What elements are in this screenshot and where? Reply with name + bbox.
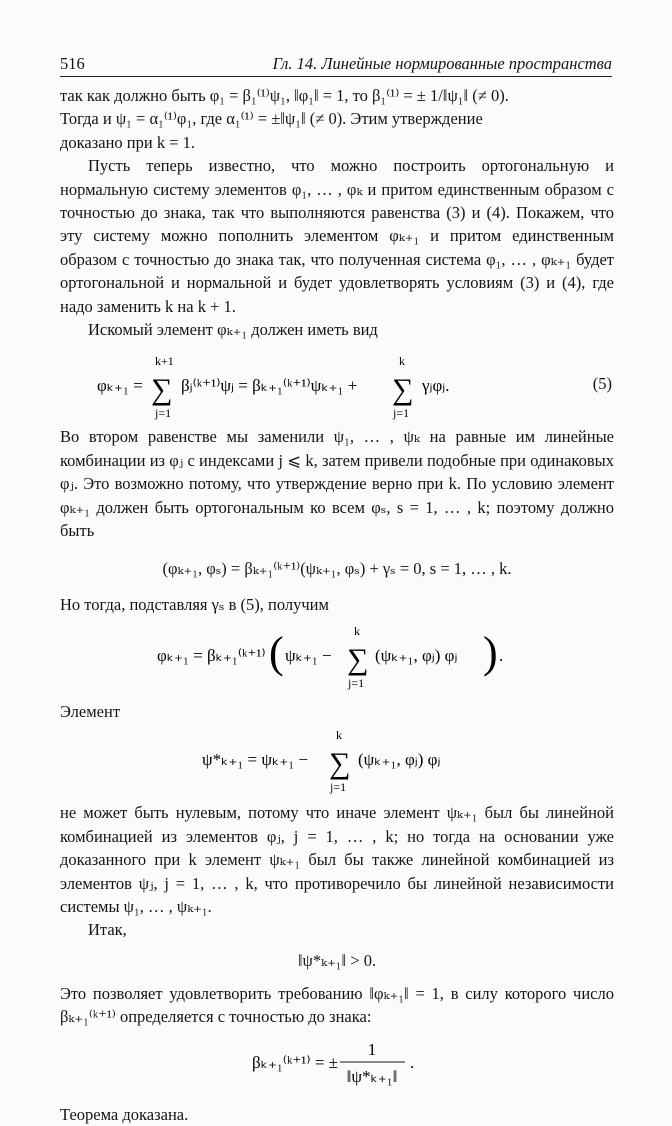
equation-number: (5) [592, 374, 612, 394]
equation-psi-star [60, 723, 614, 793]
psi-lhs: ψ*ₖ₊₁ = ψₖ₊₁ − [202, 749, 308, 769]
running-title: Гл. 14. Линейные нормированные пространства [272, 54, 612, 73]
beta-formula [252, 1034, 422, 1092]
paragraph-line: так как должно быть φ₁ = β₁⁽¹⁾ψ₁, ‖φ₁‖ = 1, то β₁⁽¹⁾ = ± 1/‖ψ₁‖ (≠ 0). [60, 86, 509, 105]
paragraph: Теорема доказана. [60, 1104, 189, 1124]
eq5-mid: βⱼ⁽ᵏ⁺¹⁾ψⱼ = βₖ₊₁⁽ᵏ⁺¹⁾ψₖ₊₁ + [181, 375, 358, 395]
header-rule [60, 76, 612, 77]
subst-inner-b: (ψₖ₊₁, φⱼ) φⱼ [375, 646, 458, 666]
equation-beta [60, 1033, 614, 1091]
page-number: 516 [60, 54, 85, 73]
paragraph-line: Тогда и ψ₁ = α₁⁽¹⁾φ₁, где α₁⁽¹⁾ = ±‖ψ₁‖ (≠ 0). Этим утверждение [60, 109, 483, 129]
equation-substitution [60, 620, 614, 690]
sum2-upper: k [399, 353, 405, 368]
eq5-tail: γⱼφⱼ. [422, 375, 450, 395]
beta-end: . [410, 1052, 415, 1072]
beta-lhs: βₖ₊₁⁽ᵏ⁺¹⁾ = ± [252, 1052, 338, 1072]
sum4-sigma: ∑ [329, 746, 351, 780]
sum1-upper: k+1 [155, 353, 174, 368]
beta-denominator: ‖ψ*ₖ₊₁‖ [346, 1066, 398, 1086]
norm-positive-formula: ‖ψ*ₖ₊₁‖ > 0. [297, 950, 377, 970]
sum3-upper: k [354, 624, 360, 639]
subst-inner-a: ψₖ₊₁ − [285, 646, 332, 666]
sum4-upper: k [336, 727, 342, 742]
equation-orthogonality [60, 547, 614, 591]
paragraph: Но тогда, подставляя γₛ в (5), получим [60, 594, 329, 614]
sum3-lower: j=1 [348, 676, 365, 691]
subst-end: . [499, 646, 504, 666]
psi-tail: (ψₖ₊₁, φⱼ) φⱼ [358, 749, 441, 769]
equation-norm-positive [60, 944, 614, 978]
sum3-sigma: ∑ [347, 643, 369, 677]
eq5-lhs: φₖ₊₁ = [97, 375, 143, 395]
sum1-lower: j=1 [155, 405, 172, 420]
sum2-lower: j=1 [393, 405, 410, 420]
left-paren: ( [269, 628, 284, 678]
sum2-sigma: ∑ [392, 372, 414, 406]
paragraph: не может быть нулевым, потому что иначе элемент ψₖ₊₁ был бы линейной комбинацией из элементов φⱼ, j = 1, … , k; но тогда на основании уже доказанного при k элемент ψₖ₊₁ был бы также линейной комбинацией из элементов ψⱼ, j = 1, … , k, что противоречило бы линейной независимости системы ψ₁, … , ψₖ₊₁. [60, 803, 614, 916]
beta-numerator: 1 [367, 1039, 377, 1059]
equation-5-formula [97, 351, 577, 421]
orthogonality-formula: (φₖ₊₁, φₛ) = βₖ₊₁⁽ᵏ⁺¹⁾(ψₖ₊₁, φₛ) + γₛ = 0, s = 1, … , k. [162, 558, 512, 578]
subst-lhs: φₖ₊₁ = βₖ₊₁⁽ᵏ⁺¹⁾ [157, 646, 266, 666]
paragraph: Во втором равенстве мы заменили ψ₁, … , ψₖ на равные им линейные комбинации из φⱼ с индексами j ⩽ k, затем привели подобные при одинаковых φⱼ. Это возможно потому, что утверждение верно при k. По условию элемент φₖ₊₁ должен быть ортогональным ко всем φₛ, s = 1, … , k; поэтому должно быть [60, 427, 614, 541]
sum1-sigma: ∑ [151, 372, 173, 406]
page-header [60, 54, 612, 76]
equation-5 [60, 349, 614, 419]
substitution-formula [157, 621, 517, 691]
paragraph: Пусть теперь известно, что можно построить ортогональную и нормальную систему элементов φ₁, … , φₖ и притом единственным образом с точностью до знака, так что выполняются равенства (3) и (4). Покажем, что эту систему можно пополнить элементом φₖ₊₁ и притом единственным образом с точностью до знака так, что полученная система φ₁, … , φₖ₊₁ будет ортогональной и нормальной и будет удовлетворять условиям (3) и (4), где надо заменить k на k + 1. [60, 156, 614, 316]
paragraph-line: доказано при k = 1. [60, 132, 195, 152]
page-body [60, 84, 614, 1126]
paragraph: Искомый элемент φₖ₊₁ должен иметь вид [88, 320, 378, 340]
sum4-lower: j=1 [330, 779, 347, 794]
psi-star-formula [202, 725, 472, 795]
right-paren: ) [483, 628, 498, 678]
paragraph: Итак, [88, 920, 127, 940]
paragraph: Это позволяет удовлетворить требованию ‖φₖ₊₁‖ = 1, в силу которого число βₖ₊₁⁽ᵏ⁺¹⁾ определяется с точностью до знака: [60, 983, 614, 1027]
paragraph: Элемент [60, 701, 121, 721]
